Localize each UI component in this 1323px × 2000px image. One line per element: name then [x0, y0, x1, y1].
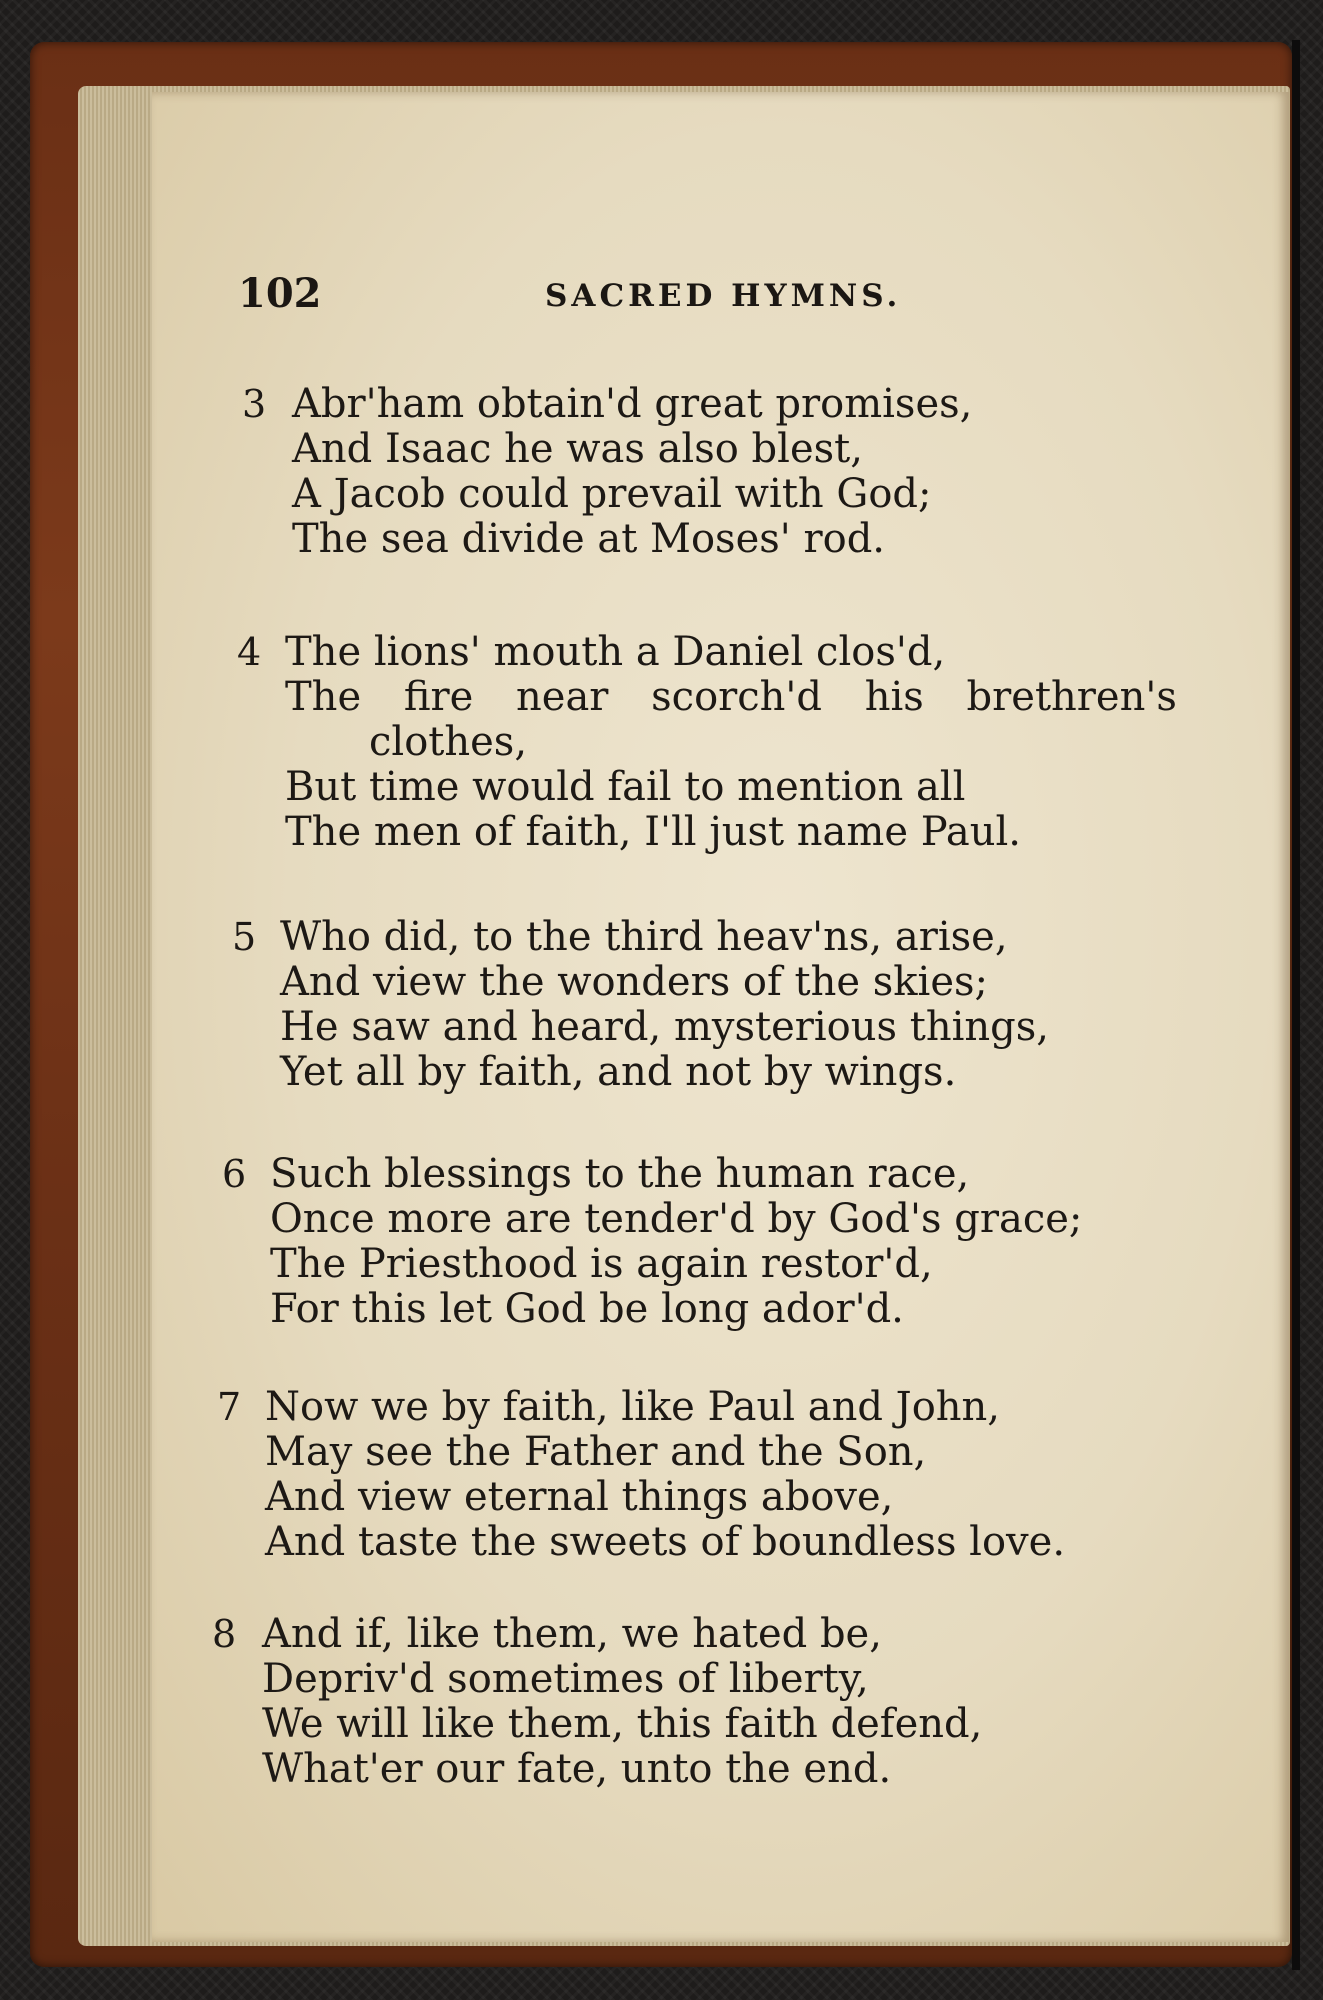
verse-line: And view the wonders of the skies;	[280, 959, 988, 1005]
verse-line: The Priesthood is again restor'd,	[270, 1241, 933, 1287]
stanza	[242, 381, 973, 562]
verse-line: Once more are tender'd by God's grace;	[270, 1196, 1083, 1242]
stanza-number: 5	[232, 915, 257, 959]
stanza	[212, 1611, 983, 1792]
verse-line: For this let God be long ador'd.	[270, 1286, 904, 1332]
stanza	[232, 914, 1050, 1095]
verse-line: The fire near scorch'd his brethren's	[285, 674, 1177, 720]
verse-line: We will like them, this faith defend,	[262, 1701, 983, 1747]
page-number: 102	[238, 270, 322, 317]
stanza	[217, 1384, 1066, 1565]
verse-line: What'er our fate, unto the end.	[262, 1746, 892, 1792]
verse-line: The sea divide at Moses' rod.	[292, 516, 886, 562]
verse-line: And if, like them, we hated be,	[262, 1611, 882, 1657]
verse-line: Abr'ham obtain'd great promises,	[292, 381, 973, 427]
stanza-number: 3	[242, 382, 267, 426]
verse-line: Yet all by faith, and not by wings.	[280, 1049, 957, 1095]
stanza-number: 4	[237, 630, 262, 674]
verse-line: clothes,	[369, 719, 528, 765]
verse-line: Who did, to the third heav'ns, arise,	[280, 914, 1008, 960]
verse-line: Depriv'd sometimes of liberty,	[262, 1656, 869, 1702]
stanza-number: 7	[217, 1385, 242, 1429]
verse-line: The lions' mouth a Daniel clos'd,	[285, 629, 946, 675]
verse-line: May see the Father and the Son,	[265, 1429, 927, 1475]
verse-line: Such blessings to the human race,	[270, 1151, 970, 1197]
verse-line: And view eternal things above,	[265, 1474, 894, 1520]
verse-line: A Jacob could prevail with God;	[292, 471, 932, 517]
stanza-number: 8	[212, 1612, 237, 1656]
stanza	[222, 1151, 1083, 1332]
verse-line: Now we by faith, like Paul and John,	[265, 1384, 1001, 1430]
verse-line: The men of faith, I'll just name Paul.	[285, 809, 1021, 855]
running-title: SACRED HYMNS.	[545, 278, 902, 314]
verse-line: He saw and heard, mysterious things,	[280, 1004, 1050, 1050]
page-header	[0, 270, 1323, 330]
verse-line: And taste the sweets of boundless love.	[265, 1519, 1066, 1565]
stanza	[237, 629, 1177, 855]
verse-line: And Isaac he was also blest,	[292, 426, 863, 472]
verse-line: But time would fail to mention all	[285, 764, 966, 810]
stanza-number: 6	[222, 1152, 247, 1196]
